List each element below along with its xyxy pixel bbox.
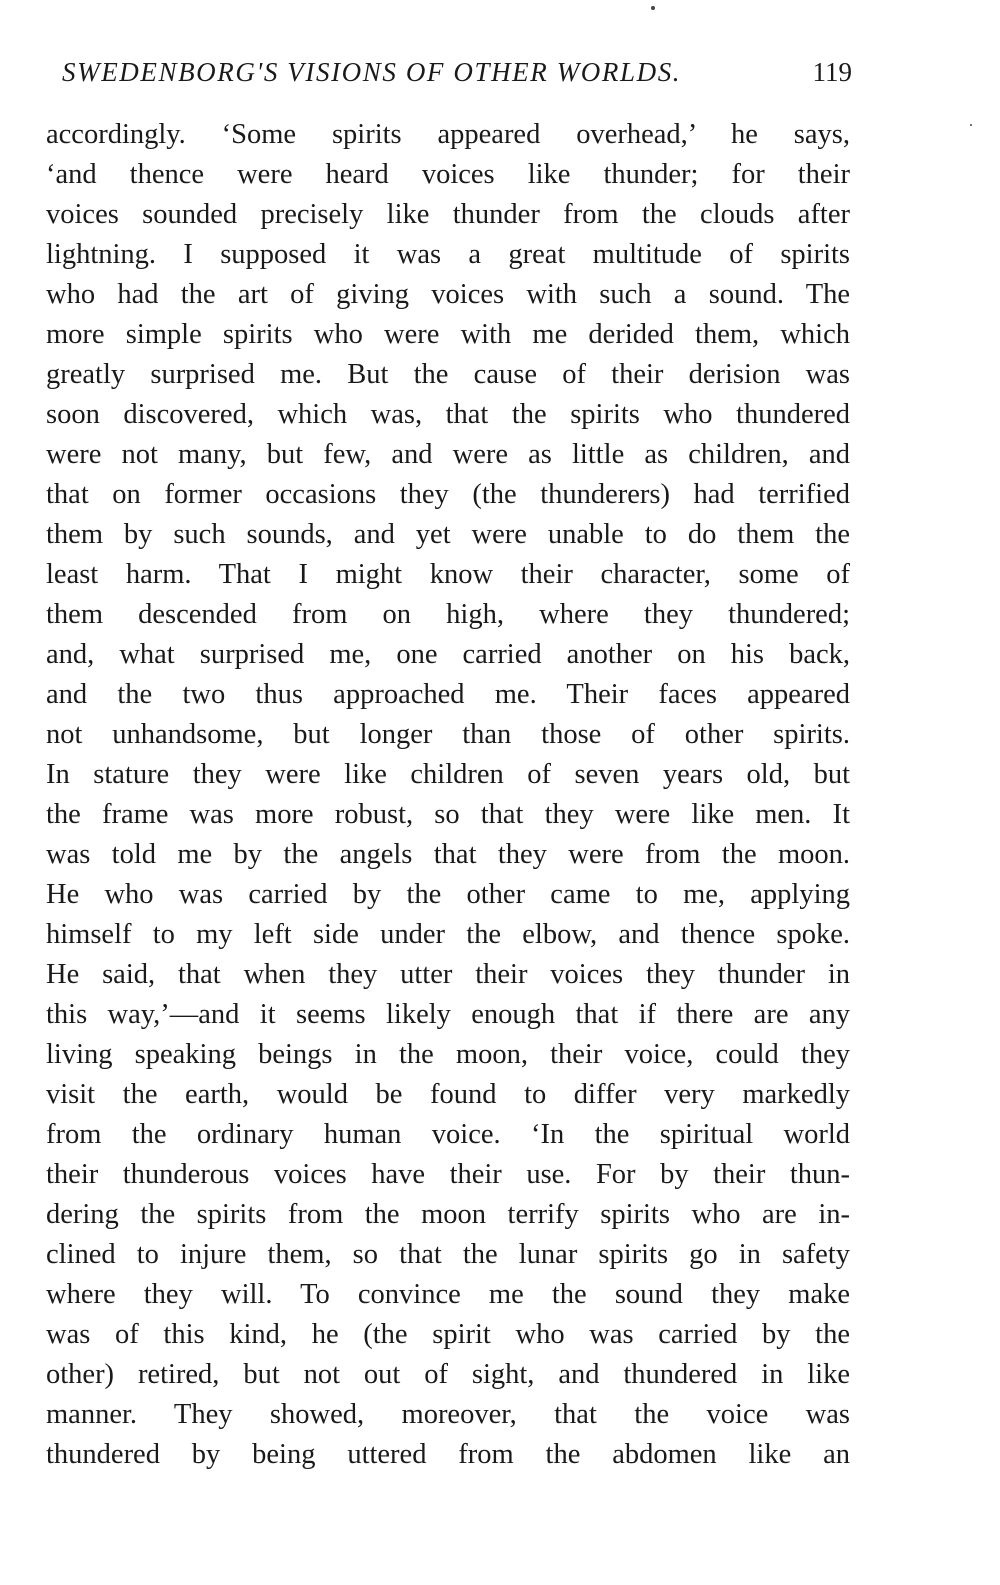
text-line: the frame was more robust, so that they were like men. It: [46, 799, 850, 830]
text-line: soon discovered, which was, that the spirits who thundered: [46, 399, 850, 430]
text-line: voices sounded precisely like thunder from the clouds after: [46, 199, 850, 230]
text-line: them descended from on high, where they thundered;: [46, 599, 850, 630]
text-line: ‘and thence were heard voices like thunder; for their: [46, 159, 850, 190]
running-head: SWEDENBORG'S VISIONS OF OTHER WORLDS.: [62, 57, 682, 87]
text-line: not unhandsome, but longer than those of other spirits.: [46, 719, 850, 750]
text-line: was of this kind, he (the spirit who was carried by the: [46, 1319, 850, 1350]
text-line: He said, that when they utter their voices they thunder in: [46, 959, 850, 990]
text-line: clined to injure them, so that the lunar spirits go in safety: [46, 1239, 850, 1270]
text-line: least harm. That I might know their character, some of: [46, 559, 850, 590]
text-line: living speaking beings in the moon, their voice, could they: [46, 1039, 850, 1070]
text-line: more simple spirits who were with me derided them, which: [46, 319, 850, 350]
text-line: other) retired, but not out of sight, and thundered in like: [46, 1359, 850, 1390]
text-line: accordingly. ‘Some spirits appeared overhead,’ he says,: [46, 119, 850, 150]
text-line: and, what surprised me, one carried another on his back,: [46, 639, 850, 670]
page-header: [62, 52, 852, 92]
text-line: He who was carried by the other came to me, applying: [46, 879, 850, 910]
text-line: were not many, but few, and were as little as children, and: [46, 439, 850, 470]
text-line: that on former occasions they (the thunderers) had terrified: [46, 479, 850, 510]
text-line: manner. They showed, moreover, that the voice was: [46, 1399, 850, 1430]
text-line: visit the earth, would be found to differ very markedly: [46, 1079, 850, 1110]
ink-speck: [970, 124, 972, 126]
text-line: this way,’—and it seems likely enough that if there are any: [46, 999, 850, 1030]
text-line: lightning. I supposed it was a great multitude of spirits: [46, 239, 850, 270]
text-line: greatly surprised me. But the cause of their derision was: [46, 359, 850, 390]
text-line: himself to my left side under the elbow, and thence spoke.: [46, 919, 850, 950]
body-text: [46, 115, 850, 1475]
text-line: who had the art of giving voices with such a sound. The: [46, 279, 850, 310]
text-line: thundered by being uttered from the abdomen like an: [46, 1439, 850, 1470]
text-line: dering the spirits from the moon terrify spirits who are in-: [46, 1199, 850, 1230]
text-line: where they will. To convince me the sound they make: [46, 1279, 850, 1310]
text-line: and the two thus approached me. Their faces appeared: [46, 679, 850, 710]
text-line: In stature they were like children of seven years old, but: [46, 759, 850, 790]
text-line: their thunderous voices have their use. For by their thun-: [46, 1159, 850, 1190]
text-line: was told me by the angels that they were from the moon.: [46, 839, 850, 870]
text-line: from the ordinary human voice. ‘In the spiritual world: [46, 1119, 850, 1150]
text-line: them by such sounds, and yet were unable to do them the: [46, 519, 850, 550]
ink-speck: [651, 6, 655, 10]
page-number: 119: [812, 57, 852, 87]
